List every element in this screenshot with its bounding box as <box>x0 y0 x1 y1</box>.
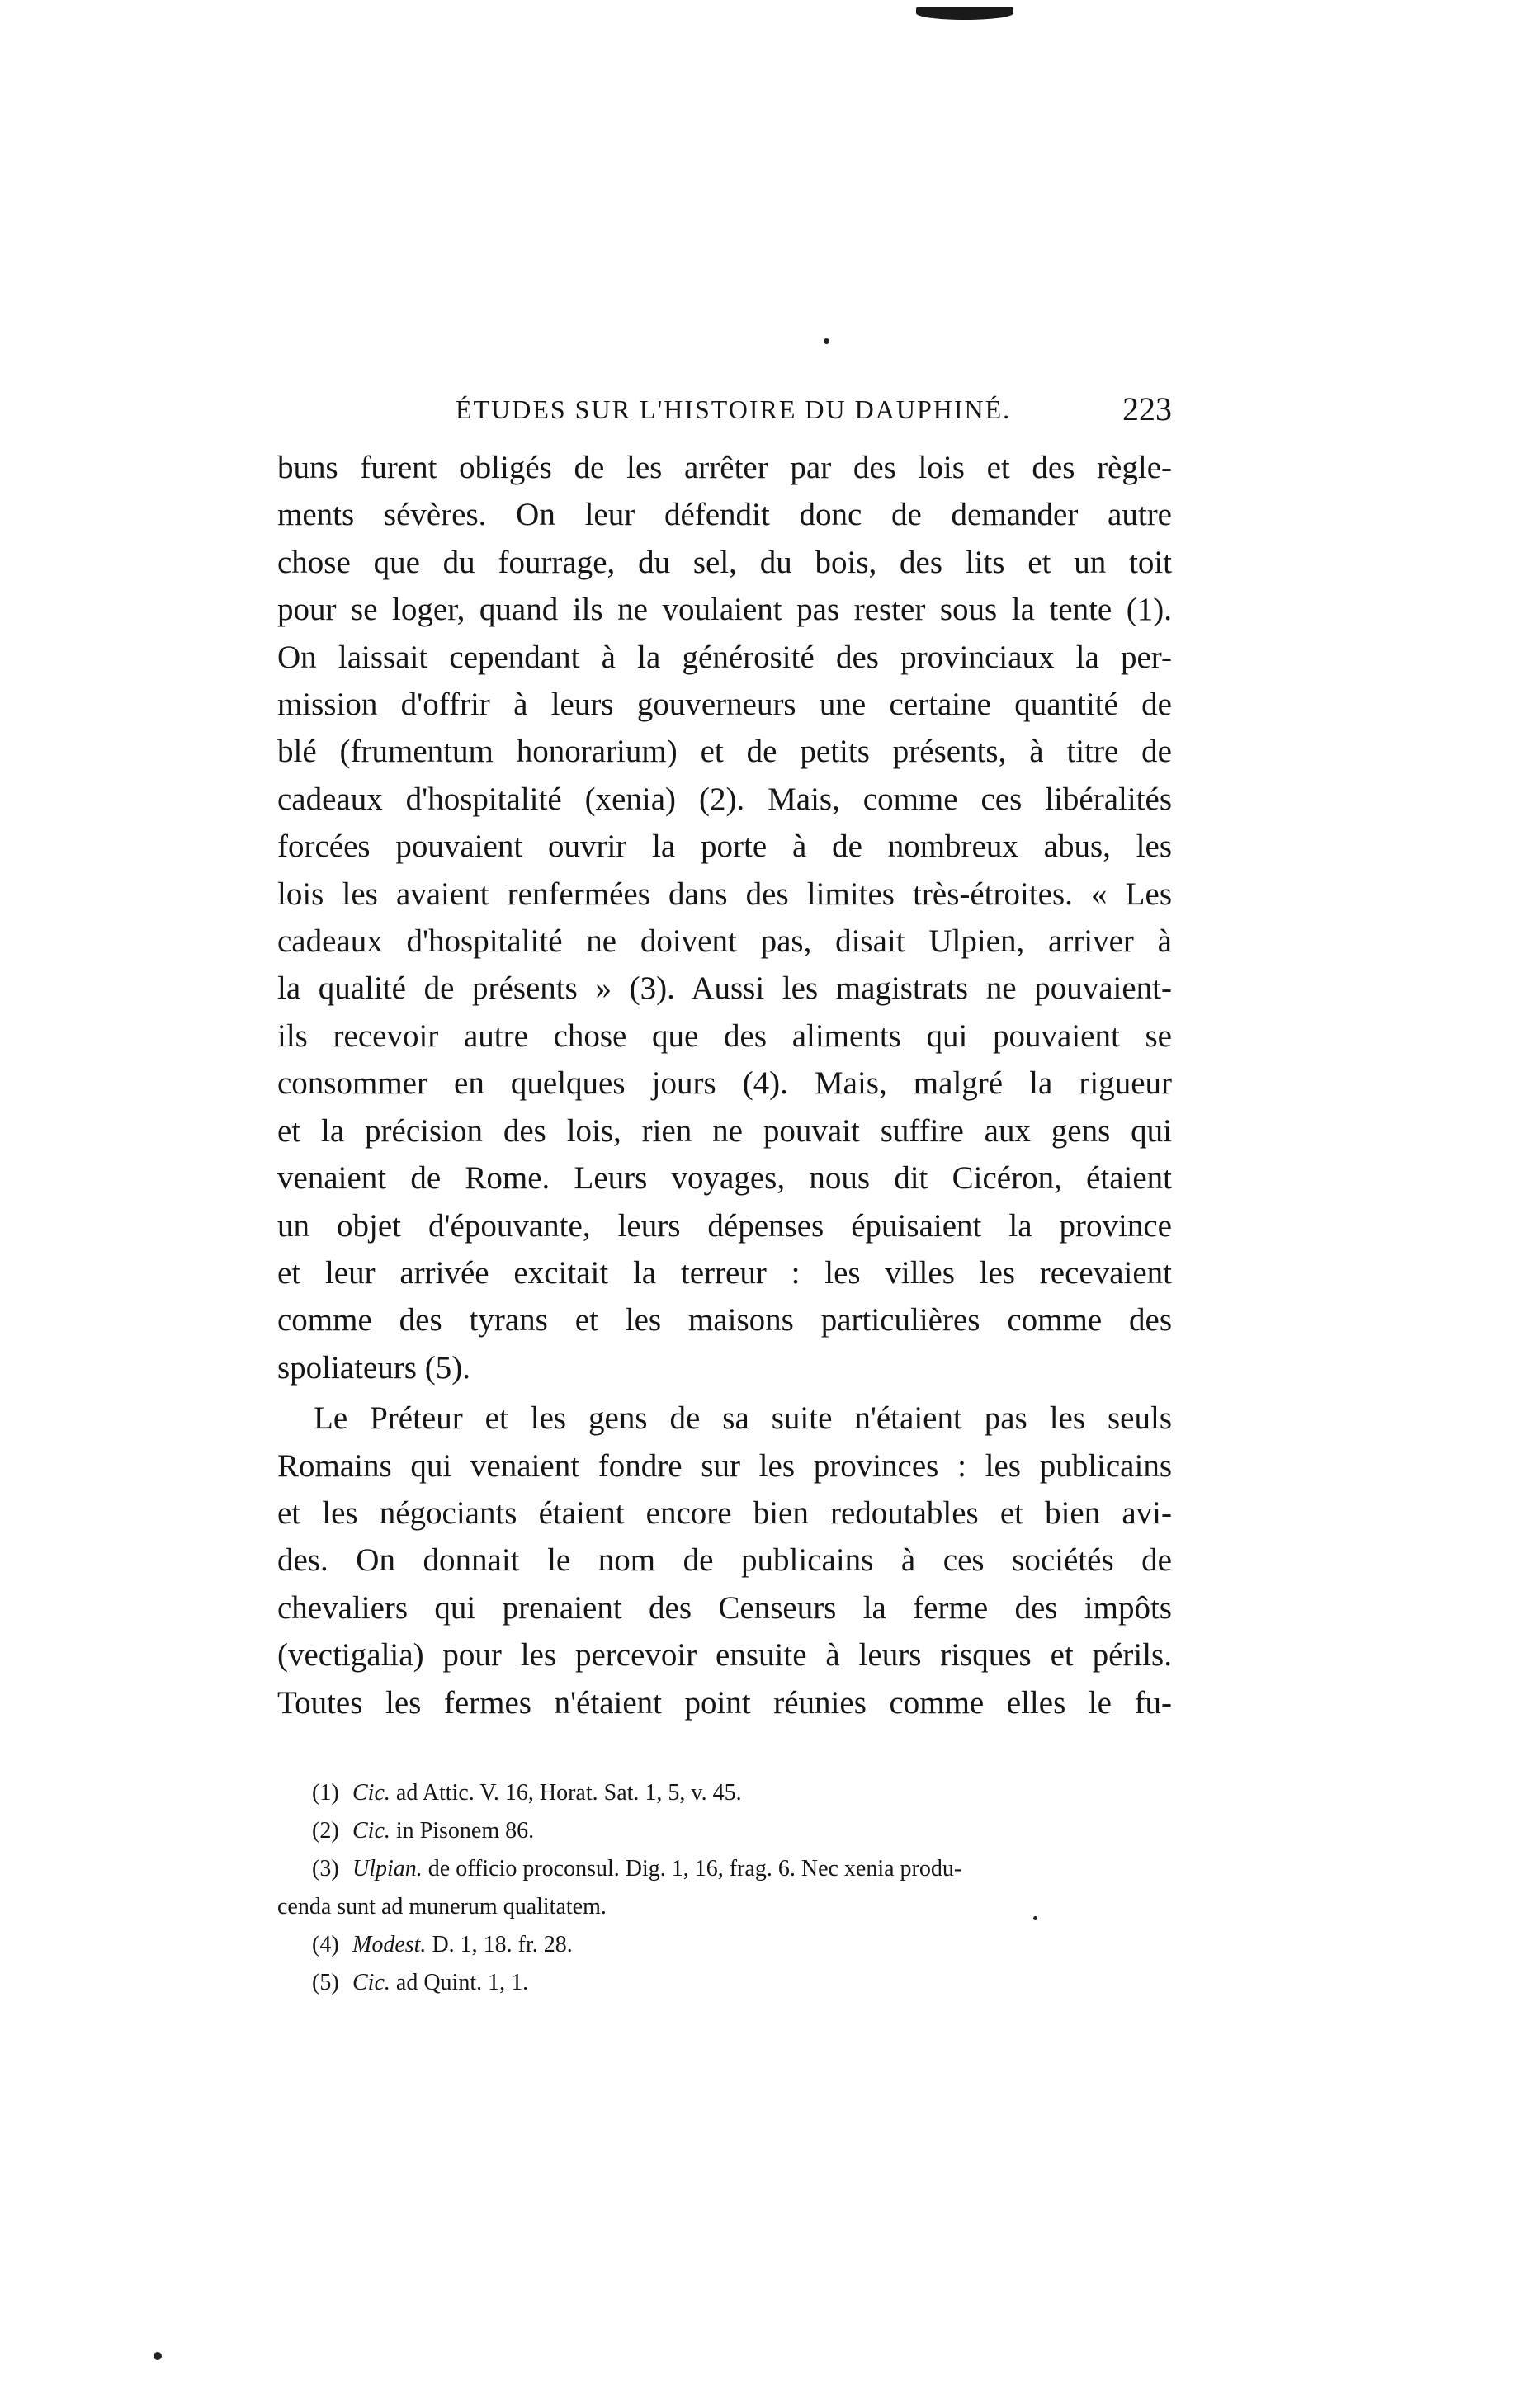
text-line: lois les avaient renfermées dans des limites très-étroites. « Les <box>277 876 1172 912</box>
running-head <box>277 390 1172 436</box>
footnote-author: Cic. <box>352 1780 390 1806</box>
footnotes <box>277 1774 1179 2002</box>
paragraph <box>277 1395 1172 1726</box>
footnote <box>312 1964 1179 2002</box>
text-line: et les négociants étaient encore bien redoutables et bien avi- <box>277 1494 1172 1531</box>
text-line: un objet d'épouvante, leurs dépenses épuisaient la province <box>277 1207 1172 1244</box>
text-line: On laissait cependant à la générosité des provinciaux la per- <box>277 639 1172 675</box>
text-line: pour se loger, quand ils ne voulaient pas rester sous la tente (1). <box>277 592 1172 628</box>
footnote <box>312 1774 1179 1812</box>
footnote-number: (1) <box>312 1780 339 1806</box>
text-line: des. On donnait le nom de publicains à ces sociétés de <box>277 1542 1172 1579</box>
text-line: comme des tyrans et les maisons particulières comme des <box>277 1302 1172 1339</box>
text-line: chevaliers qui prenaient des Censeurs la ferme des impôts <box>277 1589 1172 1626</box>
footnote-text: de officio proconsul. Dig. 1, 16, frag. 6. Nec xenia produ- <box>427 1856 962 1882</box>
text-line: cadeaux d'hospitalité (xenia) (2). Mais, comme ces libéralités <box>277 781 1172 817</box>
footnote-text: ad Attic. V. 16, Horat. Sat. 1, 5, v. 45. <box>395 1780 742 1806</box>
ink-speck <box>824 338 829 344</box>
footnote <box>312 1812 1179 1850</box>
footnote-author: Modest. <box>352 1932 427 1957</box>
text-line: consommer en quelques jours (4). Mais, malgré la rigueur <box>277 1065 1172 1102</box>
ink-speck <box>154 2352 162 2360</box>
text-line: Toutes les fermes n'étaient point réunies comme elles le fu- <box>277 1684 1172 1721</box>
text-line: spoliateurs (5). <box>277 1349 470 1386</box>
page-number: 223 <box>1122 390 1172 427</box>
text-line: Romains qui venaient fondre sur les provinces : les publicains <box>277 1447 1172 1484</box>
footnote-author: Cic. <box>352 1970 390 1995</box>
text-line: ils recevoir autre chose que des aliments qui pouvaient se <box>277 1017 1172 1054</box>
running-title: ÉTUDES SUR L'HISTOIRE DU DAUPHINÉ. <box>456 394 1012 424</box>
text-line: cadeaux d'hospitalité ne doivent pas, disait Ulpien, arriver à <box>277 923 1172 960</box>
text-line: Le Préteur et les gens de sa suite n'étaient pas les seuls <box>314 1400 1172 1437</box>
text-line: venaient de Rome. Leurs voyages, nous dit Cicéron, étaient <box>277 1160 1172 1197</box>
footnote-continuation: cenda sunt ad munerum qualitatem. <box>277 1894 607 1919</box>
text-line: blé (frumentum honorarium) et de petits présents, à titre de <box>277 734 1172 770</box>
text-line: mission d'offrir à leurs gouverneurs une certaine quantité de <box>277 687 1172 723</box>
footnote-number: (5) <box>312 1970 339 1995</box>
footnote-text: ad Quint. 1, 1. <box>395 1970 529 1995</box>
footnote-number: (4) <box>312 1932 339 1957</box>
ink-smudge <box>916 7 1013 20</box>
text-line: et leur arrivée excitait la terreur : les villes les recevaient <box>277 1254 1172 1291</box>
text-line: forcées pouvaient ouvrir la porte à de nombreux abus, les <box>277 829 1172 865</box>
footnote <box>277 1850 1179 1926</box>
footnote-number: (2) <box>312 1818 339 1844</box>
footnote-text: in Pisonem 86. <box>395 1818 535 1844</box>
text-line: ments sévères. On leur défendit donc de demander autre <box>277 497 1172 533</box>
text-line: et la précision des lois, rien ne pouvait suffire aux gens qui <box>277 1112 1172 1149</box>
paragraph <box>277 444 1172 1391</box>
text-line: la qualité de présents » (3). Aussi les magistrats ne pouvaient- <box>277 970 1172 1007</box>
footnote-author: Ulpian. <box>352 1856 423 1882</box>
footnote <box>312 1926 1179 1964</box>
text-line: buns furent obligés de les arrêter par des lois et des règle- <box>277 450 1172 485</box>
text-line: chose que du fourrage, du sel, du bois, des lits et un toit <box>277 544 1172 580</box>
body-text <box>277 444 1172 1726</box>
footnote-author: Cic. <box>352 1818 390 1844</box>
footnote-number: (3) <box>312 1856 339 1882</box>
footnote-text: D. 1, 18. fr. 28. <box>432 1932 573 1957</box>
text-line: (vectigalia) pour les percevoir ensuite à leurs risques et périls. <box>277 1637 1172 1674</box>
